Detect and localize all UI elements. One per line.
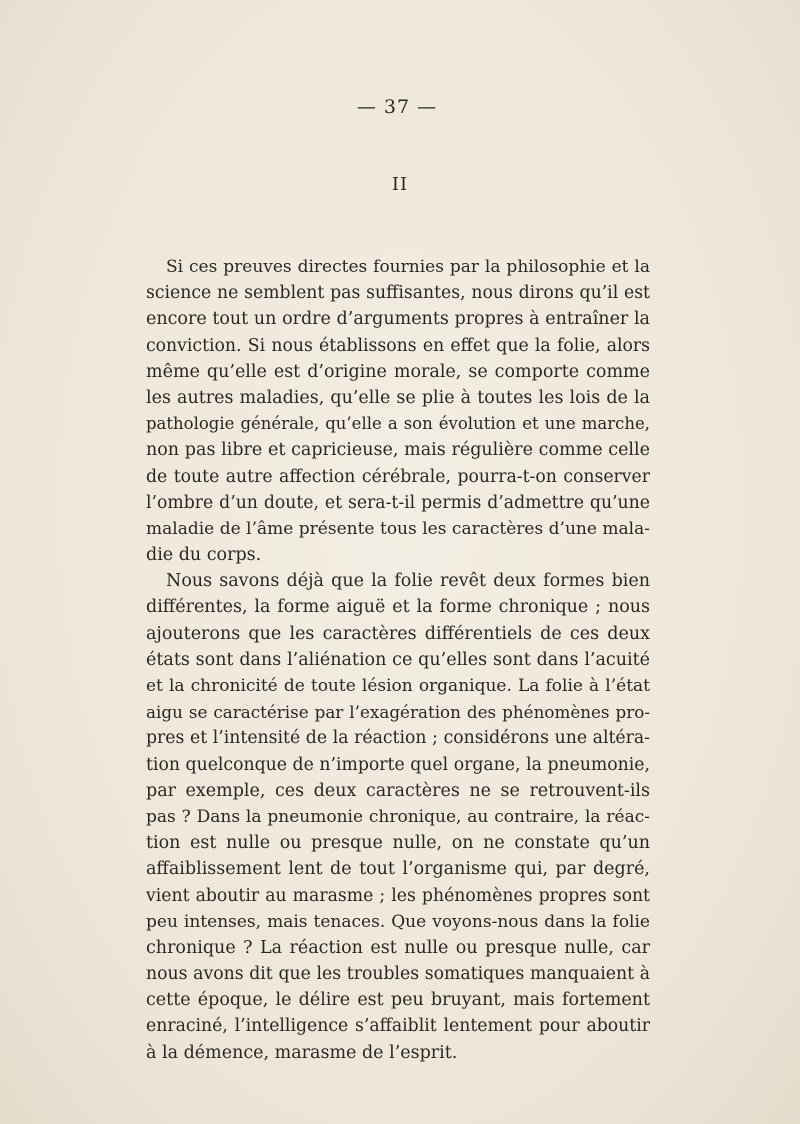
text-line: cette époque, le délire est peu bruyant, mais fortement [146,990,650,1011]
text-line: chronique ? La réaction est nulle ou presque nulle, car [146,937,650,958]
text-line: tion quelconque de n’importe quel organe, la pneumonie, [146,754,650,775]
text-line: science ne semblent pas suffisantes, nous dirons qu’il est [146,283,650,304]
text-line: enraciné, l’intelligence s’affaiblit lentement pour aboutir [146,1016,650,1037]
text-line: différentes, la forme aiguë et la forme chronique ; nous [146,597,650,618]
text-line: pathologie générale, qu’elle a son évolution et une marche, [146,414,650,434]
text-line: à la démence, marasme de l’esprit. [146,1042,458,1063]
text-line: pres et l’intensité de la réaction ; considérons une altéra- [146,728,650,749]
text-line: vient aboutir au marasme ; les phénomènes propres sont [146,885,650,906]
text-line: aigu se caractérise par l’exagération des phénomènes pro- [146,702,650,723]
text-line: die du corps. [146,545,262,566]
text-line: par exemple, ces deux caractères ne se retrouvent-ils [146,780,650,801]
text-line: même qu’elle est d’origine morale, se comporte comme [146,361,650,382]
text-line: affaiblissement lent de tout l’organisme qui, par degré, [146,859,650,880]
text-line: non pas libre et capricieuse, mais régulière comme celle [146,440,650,461]
text-line: de toute autre affection cérébrale, pourra-t-on conserver [146,466,650,487]
text-line: Nous savons déjà que la folie revêt deux formes bien [166,571,650,592]
text-line: ajouterons que les caractères différentiels de ces deux [146,623,650,644]
text-line: encore tout un ordre d’arguments propres à entraîner la [146,309,650,330]
text-line: peu intenses, mais tenaces. Que voyons-nous dans la folie [146,911,650,932]
text-line: Si ces preuves directes fournies par la philosophie et la [166,257,650,277]
text-line: conviction. Si nous établissons en effet que la folie, alors [146,335,650,356]
text-line: tion est nulle ou presque nulle, on ne constate qu’un [146,833,650,854]
page-number: — 37 — [356,96,438,118]
text-line: états sont dans l’aliénation ce qu’elles sont dans l’acuité [146,649,650,670]
text-line: les autres maladies, qu’elle se plie à toutes les lois de la [146,387,650,408]
text-line: et la chronicité de toute lésion organique. La folie à l’état [146,676,650,696]
text-line: maladie de l’âme présente tous les caractères d’une mala- [146,518,650,539]
text-line: nous avons dit que les troubles somatiques manquaient à [146,964,650,985]
section-heading: II [391,174,409,195]
text-line: l’ombre d’un doute, et sera-t-il permis d’admettre qu’une [146,492,650,513]
text-line: pas ? Dans la pneumonie chronique, au contraire, la réac- [146,806,650,827]
body-text [146,254,650,1066]
